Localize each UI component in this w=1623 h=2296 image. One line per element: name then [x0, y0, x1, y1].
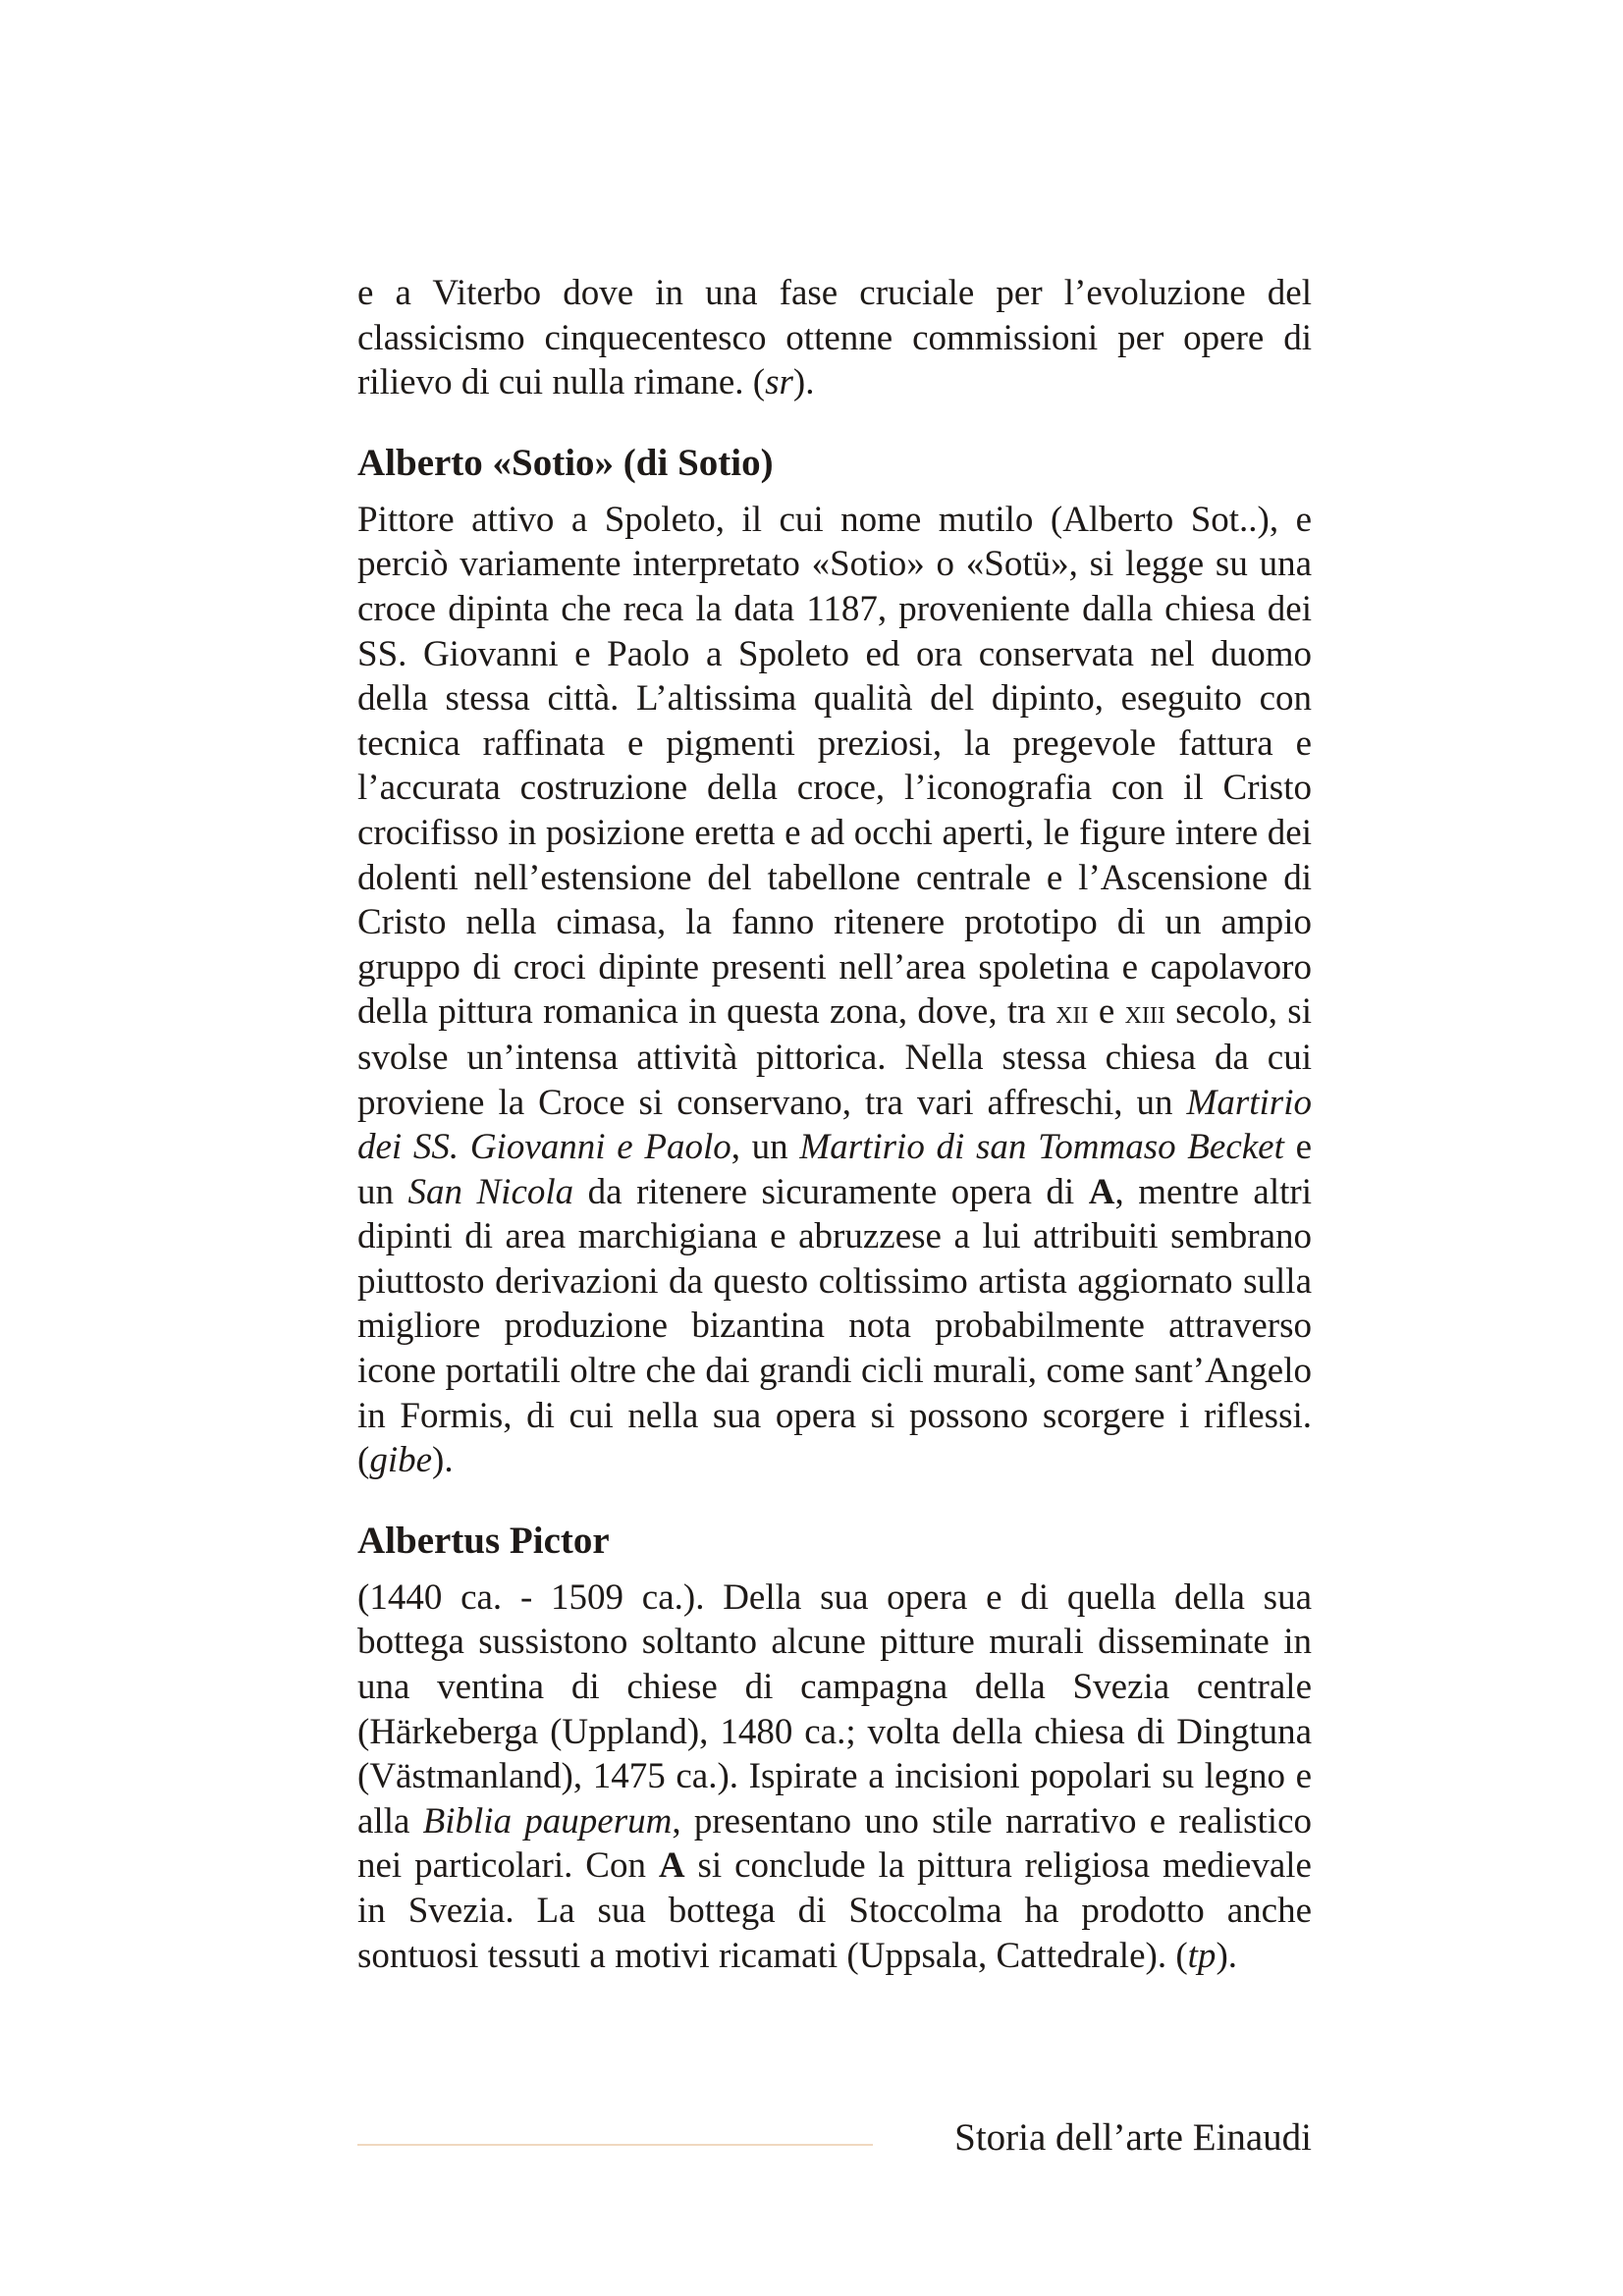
author-initials: sr [765, 362, 793, 403]
body-text: ). [1216, 1935, 1238, 1976]
work-title: Martirio dei SS. Giovanni e Paolo [357, 1082, 1312, 1168]
intro-text: e a Viterbo dove in una fase cruciale per l’evoluzione del classicismo cinquecentesco ottenne commissioni per opere di rilievo di cui nulla rimane. ( [357, 273, 1312, 403]
body-text: , un [730, 1127, 800, 1168]
body-text: , mentre altri dipinti di area marchigiana e abruzzese a lui attribuiti sembrano piuttosto derivazioni da questo coltissimo artista aggiornato sulla migliore produzione bizantina nota probabilmente attraverso icone portatili oltre che dai grandi cicli murali, come sant’Angelo in Formis, di cui nella sua opera si possono scorgere i riflessi. ( [357, 1171, 1312, 1481]
footer-book-title: Storia dell’arte Einaudi [954, 2116, 1312, 2159]
body-text: Pittore attivo a Spoleto, il cui nome mutilo (Alberto Sot..), e perciò variamente interpretato «Sotio» o «Sotü», si legge su una croce dipinta che reca la data 1187, proveniente dalla chiesa dei SS. Giovanni e Paolo a Spoleto ed ora conservata nel duomo della stessa città. L’altissima qualità del dipinto, eseguito con tecnica raffinata e pigmenti preziosi, la pregevole fattura e l’accurata costruzione della croce, l’iconografia con il Cristo crocifisso in posizione eretta e ad occhi aperti, le figure intere dei dolenti nell’estensione del tabellone centrale e l’Ascensione di Cristo nella cimasa, la fanno ritenere prototipo di un ampio gruppo di croci dipinte presenti nell’area spoletina e capolavoro della pittura romanica in questa zona, dove, tra [357, 499, 1312, 1033]
body-text: , presentano uno stile narrativo e realistico nei particolari. Con [357, 1800, 1312, 1887]
author-initials: tp [1187, 1935, 1217, 1976]
page-body [357, 271, 1312, 1978]
entry-abbreviation: A [658, 1845, 685, 1887]
entry-abbreviation: A [1088, 1171, 1115, 1212]
work-title: Biblia pauperum [422, 1800, 673, 1842]
century-numeral: xiii [1124, 994, 1165, 1032]
entry-body-alberto-sotio [357, 498, 1312, 1483]
footer-divider [357, 2144, 873, 2146]
body-text: secolo, si svolse un’intensa attività pittorica. Nella stessa chiesa da cui proviene la Croce si conservano, tra vari affreschi, un [357, 991, 1312, 1123]
intro-paragraph [357, 271, 1312, 405]
body-text: si conclude la pittura religiosa medievale in Svezia. La sua bottega di Stoccolma ha prodotto anche sontuosi tessuti a motivi ricamati (Uppsala, Cattedrale). ( [357, 1845, 1312, 1976]
body-text: e [1088, 991, 1125, 1033]
author-initials: gibe [369, 1440, 433, 1481]
entry-heading-alberto-sotio: Alberto «Sotio» (di Sotio) [357, 441, 774, 484]
intro-end: ). [792, 362, 815, 403]
entry-heading-albertus-pictor: Albertus Pictor [357, 1519, 610, 1562]
body-text: (1440 ca. - 1509 ca.). Della sua opera e di quella della sua bottega sussistono soltanto alcune pitture murali disseminate in una ventina di chiese di campagna della Svezia centrale (Härkeberga (Uppland), 1480 ca.; volta della chiesa di Dingtuna (Västmanland), 1475 ca.). Ispirate a incisioni popolari su legno e alla [357, 1576, 1312, 1842]
body-text: ). [432, 1440, 454, 1481]
century-numeral: xii [1055, 994, 1089, 1032]
work-title: San Nicola [407, 1171, 574, 1212]
entry-body-albertus-pictor [357, 1575, 1312, 1978]
body-text: e un [357, 1127, 1312, 1212]
work-title: Martirio di san Tommaso Becket [799, 1127, 1284, 1168]
body-text: da ritenere sicuramente opera di [573, 1171, 1089, 1212]
